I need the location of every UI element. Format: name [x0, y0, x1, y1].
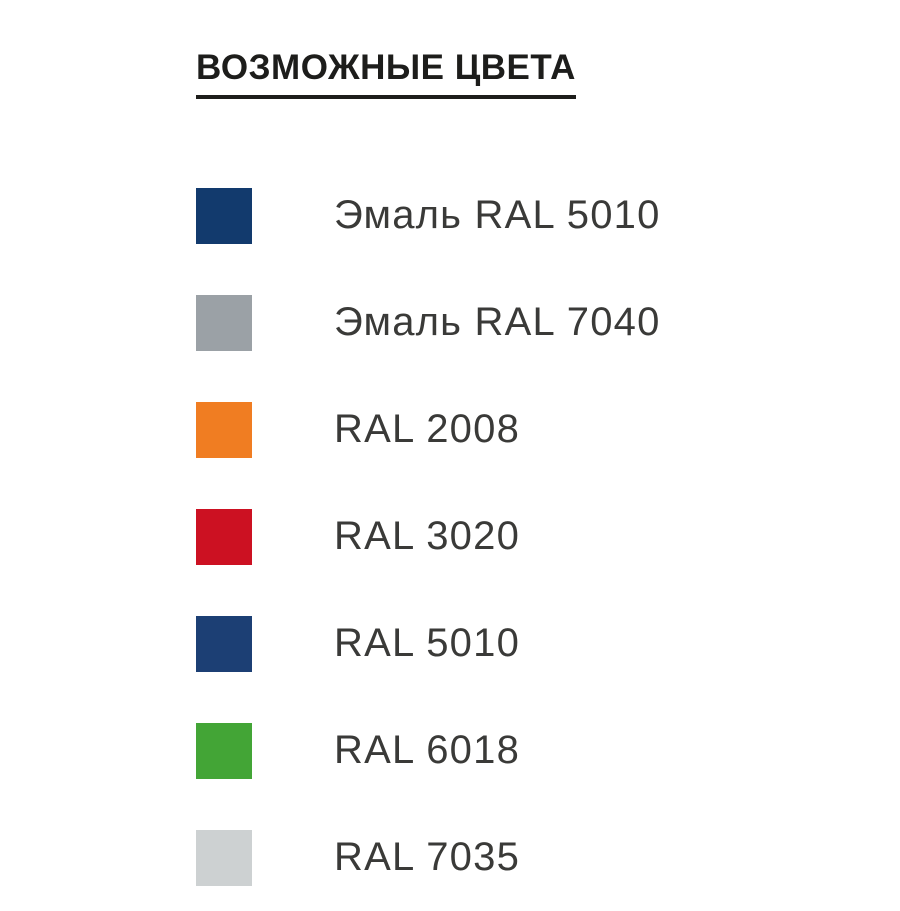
list-item [196, 483, 856, 590]
page-title: ВОЗМОЖНЫЕ ЦВЕТА [196, 48, 576, 99]
color-label: RAL 7035 [334, 835, 521, 879]
swatch-ral-7040-enamel [196, 295, 252, 351]
list-item [196, 590, 856, 697]
swatch-ral-7035 [196, 830, 252, 886]
color-label: RAL 3020 [334, 514, 521, 558]
color-label: RAL 5010 [334, 621, 521, 665]
list-item [196, 269, 856, 376]
list-item [196, 697, 856, 804]
color-list [196, 162, 856, 911]
swatch-ral-5010-enamel [196, 188, 252, 244]
list-item [196, 804, 856, 911]
swatch-ral-2008 [196, 402, 252, 458]
color-label: Эмаль RAL 5010 [334, 193, 661, 237]
color-label: RAL 6018 [334, 728, 521, 772]
color-label: Эмаль RAL 7040 [334, 300, 661, 344]
list-item [196, 162, 856, 269]
swatch-ral-3020 [196, 509, 252, 565]
color-label: RAL 2008 [334, 407, 521, 451]
swatch-ral-6018 [196, 723, 252, 779]
swatch-ral-5010 [196, 616, 252, 672]
list-item [196, 376, 856, 483]
